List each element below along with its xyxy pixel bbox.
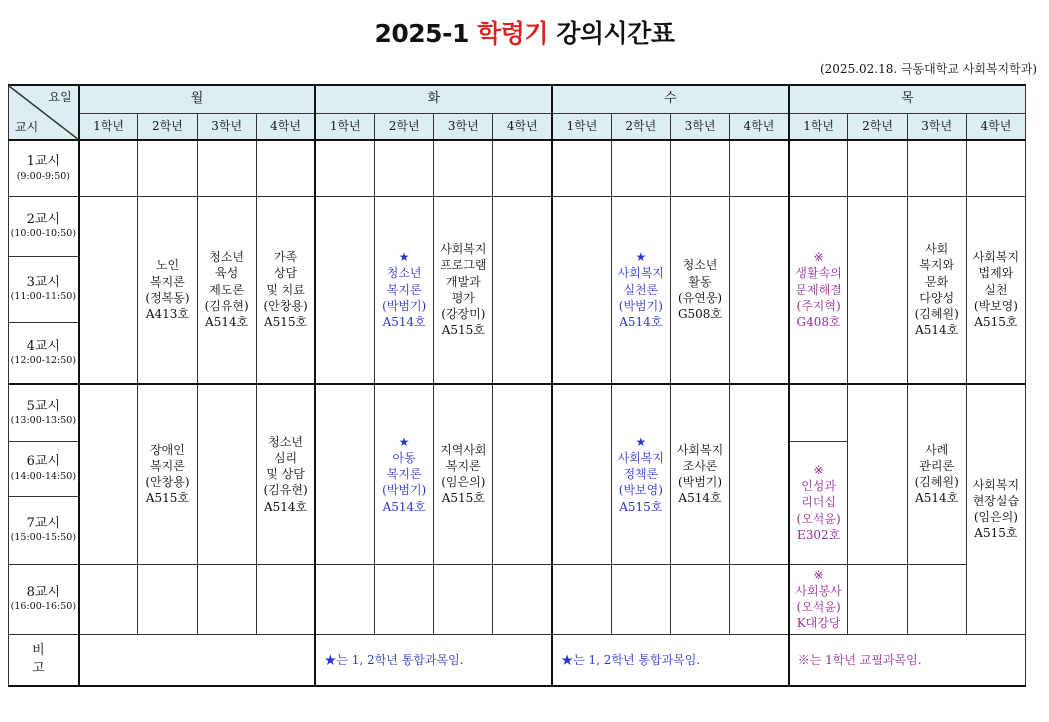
corner-period-label: 교시 bbox=[15, 119, 39, 134]
course-cell bbox=[611, 384, 670, 564]
course-line: 및 치료 bbox=[266, 282, 305, 297]
course-cell bbox=[966, 196, 1025, 384]
title-prefix: 2025-1 bbox=[374, 19, 478, 48]
course-line: (김유현) bbox=[204, 298, 249, 313]
empty-slot bbox=[315, 564, 374, 634]
empty-slot bbox=[434, 564, 493, 634]
empty-slot bbox=[493, 384, 552, 564]
course-line: 프로그램 bbox=[440, 258, 487, 273]
course-line: 복지론 bbox=[445, 459, 481, 474]
course-line: 사례 bbox=[925, 442, 949, 457]
period-name: 5교시 bbox=[26, 398, 61, 414]
course-cell bbox=[966, 384, 1025, 634]
course-line: (박보영) bbox=[973, 298, 1018, 313]
empty-slot bbox=[79, 384, 138, 564]
course-line: 법제와 bbox=[978, 266, 1014, 281]
period-time: (15:00-15:50) bbox=[10, 532, 77, 544]
course-line: 실천론 bbox=[623, 282, 659, 297]
course-cell bbox=[434, 196, 493, 384]
course-line: 육성 bbox=[215, 266, 239, 281]
period-time: (16:00-16:50) bbox=[10, 601, 77, 613]
empty-slot bbox=[197, 140, 256, 196]
course-line: 문화 bbox=[925, 274, 949, 289]
course-line: 청소년 bbox=[386, 266, 422, 281]
empty-slot bbox=[552, 140, 611, 196]
empty-slot bbox=[197, 564, 256, 634]
grade-header: 4학년 bbox=[256, 113, 315, 140]
course-line: A413호 bbox=[145, 306, 190, 321]
course-line: (오석윤) bbox=[796, 511, 841, 526]
empty-slot bbox=[670, 140, 729, 196]
empty-slot bbox=[730, 196, 789, 384]
period-time: (14:00-14:50) bbox=[10, 470, 77, 482]
course-line: 활동 bbox=[688, 274, 712, 289]
empty-slot bbox=[552, 384, 611, 564]
course-line: (강장미) bbox=[441, 306, 486, 321]
course-line: 사회복지 bbox=[617, 450, 665, 465]
course-line: (박범기) bbox=[677, 475, 723, 490]
course-cell bbox=[256, 384, 315, 564]
empty-slot bbox=[493, 564, 552, 634]
course-line: A515호 bbox=[619, 499, 663, 514]
course-line: (김혜원) bbox=[914, 475, 959, 490]
course-line: 복지론 bbox=[386, 467, 422, 482]
course-line: 청소년 bbox=[682, 258, 718, 273]
course-cell bbox=[907, 384, 966, 564]
period-time: (10:00-10:50) bbox=[10, 228, 77, 240]
course-line: 개발과 bbox=[445, 274, 481, 289]
empty-slot bbox=[79, 140, 138, 196]
course-line: 노인 bbox=[155, 258, 180, 273]
corner-header bbox=[9, 85, 79, 140]
course-line: ※ bbox=[813, 567, 824, 582]
course-line: 문제해결 bbox=[795, 282, 842, 297]
note-wed: ★는 1, 2학년 통합과목임. bbox=[552, 634, 789, 686]
course-line: 복지론 bbox=[386, 282, 422, 297]
course-line: (박보영) bbox=[618, 483, 663, 498]
note-tue: ★는 1, 2학년 통합과목임. bbox=[315, 634, 552, 686]
course-cell bbox=[670, 384, 729, 564]
course-line: A514호 bbox=[915, 323, 959, 338]
title-suffix: 강의시간표 bbox=[548, 19, 675, 48]
course-line: 사회복지 bbox=[617, 266, 665, 281]
grade-header: 2학년 bbox=[611, 113, 670, 140]
course-line: (박범기) bbox=[382, 483, 427, 498]
course-line: A514호 bbox=[382, 315, 426, 330]
period-cell bbox=[9, 322, 79, 384]
period-name: 1교시 bbox=[26, 154, 61, 170]
course-line: 사회 bbox=[925, 242, 949, 257]
course-line: 심리 bbox=[273, 450, 298, 465]
grade-header: 2학년 bbox=[138, 113, 197, 140]
grade-header: 4학년 bbox=[966, 113, 1025, 140]
course-line: A515호 bbox=[441, 323, 485, 338]
course-line: (안창용) bbox=[145, 475, 190, 490]
grade-header: 4학년 bbox=[493, 113, 552, 140]
course-line: 사회봉사 bbox=[795, 583, 842, 598]
empty-slot bbox=[315, 140, 374, 196]
empty-slot bbox=[848, 564, 907, 634]
period-name: 3교시 bbox=[26, 274, 61, 290]
course-line: 아동 bbox=[392, 450, 416, 465]
course-line: ※ bbox=[813, 463, 824, 478]
grade-header: 1학년 bbox=[552, 113, 611, 140]
course-line: 다양성 bbox=[919, 290, 955, 305]
course-line: A514호 bbox=[263, 499, 308, 514]
course-cell bbox=[907, 196, 966, 384]
course-line: A515호 bbox=[441, 491, 485, 506]
course-cell bbox=[789, 564, 848, 634]
course-cell bbox=[789, 196, 848, 384]
empty-slot bbox=[434, 140, 493, 196]
grade-header: 3학년 bbox=[670, 113, 729, 140]
course-line: 장애인 bbox=[150, 442, 185, 457]
course-cell bbox=[138, 196, 197, 384]
title-highlight: 학령기 bbox=[477, 19, 549, 48]
grade-header: 1학년 bbox=[789, 113, 848, 140]
empty-slot bbox=[79, 564, 138, 634]
course-line: E302호 bbox=[796, 527, 841, 542]
empty-slot bbox=[138, 564, 197, 634]
period-cell bbox=[9, 256, 79, 322]
period-cell bbox=[9, 196, 79, 256]
course-line: (정복동) bbox=[145, 290, 190, 305]
corner-day-label: 요일 bbox=[48, 90, 72, 104]
course-line: 리더십 bbox=[801, 495, 836, 510]
period-cell bbox=[9, 140, 79, 196]
course-line: 청소년 bbox=[209, 250, 245, 265]
course-line: 사회복지 bbox=[440, 242, 487, 257]
grade-header: 3학년 bbox=[434, 113, 493, 140]
subtitle: (2025.02.18. 극동대학교 사회복지학과) bbox=[819, 62, 1037, 76]
course-cell bbox=[197, 196, 256, 384]
empty-slot bbox=[907, 140, 966, 196]
course-cell bbox=[375, 384, 434, 564]
course-line: (오석윤) bbox=[796, 600, 841, 614]
course-cell bbox=[611, 196, 670, 384]
course-line: A515호 bbox=[974, 315, 1018, 330]
course-cell bbox=[138, 384, 197, 564]
course-line: (김유현) bbox=[263, 483, 308, 498]
course-line: (임은의) bbox=[441, 475, 486, 490]
course-line: (유연웅) bbox=[677, 290, 723, 305]
empty-slot bbox=[315, 196, 374, 384]
empty-slot bbox=[375, 140, 434, 196]
empty-slot bbox=[789, 384, 848, 441]
course-line: 조사론 bbox=[682, 459, 718, 474]
empty-slot bbox=[848, 196, 907, 384]
course-line: 복지론 bbox=[150, 274, 185, 289]
period-name: 4교시 bbox=[26, 338, 61, 354]
empty-slot bbox=[848, 384, 907, 564]
course-line: 지역사회 bbox=[440, 442, 487, 457]
course-line: (안창용) bbox=[263, 298, 308, 313]
course-line: 복지와 bbox=[919, 258, 955, 273]
empty-slot bbox=[256, 140, 315, 196]
period-cell bbox=[9, 384, 79, 441]
course-line: A515호 bbox=[974, 526, 1018, 541]
course-line: A514호 bbox=[205, 315, 249, 330]
course-line: 평가 bbox=[451, 290, 475, 305]
course-line: A515호 bbox=[263, 315, 308, 330]
course-line: 사회복지 bbox=[676, 442, 724, 457]
empty-slot bbox=[315, 384, 374, 564]
empty-slot bbox=[552, 564, 611, 634]
course-line: (주지혁) bbox=[796, 298, 841, 313]
empty-slot bbox=[670, 564, 729, 634]
day-header-thu: 목 bbox=[789, 85, 1026, 113]
course-line: 관리론 bbox=[919, 459, 955, 474]
grade-header: 2학년 bbox=[375, 113, 434, 140]
empty-slot bbox=[493, 196, 552, 384]
notes-label: 비고 bbox=[9, 634, 79, 686]
course-line: A514호 bbox=[619, 315, 663, 330]
day-header-mon: 월 bbox=[79, 85, 316, 113]
course-line: 현장실습 bbox=[972, 494, 1020, 509]
day-header-tue: 화 bbox=[315, 85, 552, 113]
period-time: (12:00-12:50) bbox=[10, 355, 77, 367]
course-line: (박범기) bbox=[618, 298, 663, 313]
course-line: (박범기) bbox=[382, 298, 427, 313]
course-line: (김혜원) bbox=[914, 306, 959, 321]
empty-slot bbox=[730, 564, 789, 634]
empty-slot bbox=[730, 384, 789, 564]
course-line: K대강당 bbox=[796, 616, 841, 631]
course-line: 사회복지 bbox=[972, 477, 1020, 492]
empty-slot bbox=[966, 140, 1025, 196]
course-line: 복지론 bbox=[150, 459, 185, 474]
course-cell bbox=[789, 441, 848, 564]
course-line: 가족 bbox=[273, 250, 298, 265]
grade-header: 1학년 bbox=[315, 113, 374, 140]
period-time: (9:00-9:50) bbox=[16, 170, 70, 182]
course-line: 사회복지 bbox=[972, 250, 1020, 265]
grade-header: 2학년 bbox=[848, 113, 907, 140]
period-cell bbox=[9, 441, 79, 496]
page-title bbox=[0, 14, 1049, 50]
course-line: 청소년 bbox=[268, 434, 303, 449]
course-cell bbox=[256, 196, 315, 384]
empty-slot bbox=[79, 196, 138, 384]
course-line: 정책론 bbox=[623, 467, 659, 482]
course-line: ★ bbox=[398, 250, 410, 265]
empty-slot bbox=[611, 564, 670, 634]
empty-slot bbox=[848, 140, 907, 196]
empty-slot bbox=[493, 140, 552, 196]
empty-slot bbox=[138, 140, 197, 196]
empty-slot bbox=[256, 564, 315, 634]
empty-slot bbox=[907, 564, 966, 634]
empty-slot bbox=[789, 140, 848, 196]
timetable bbox=[8, 84, 1026, 687]
empty-slot bbox=[197, 384, 256, 564]
period-cell bbox=[9, 496, 79, 564]
empty-slot bbox=[730, 140, 789, 196]
course-line: ★ bbox=[635, 434, 647, 449]
course-line: 인성과 bbox=[801, 479, 836, 494]
period-name: 6교시 bbox=[26, 454, 61, 470]
course-cell bbox=[670, 196, 729, 384]
empty-slot bbox=[79, 634, 316, 686]
course-line: A514호 bbox=[382, 499, 426, 514]
period-time: (11:00-11:50) bbox=[10, 291, 77, 303]
grade-header: 3학년 bbox=[907, 113, 966, 140]
course-line: ★ bbox=[398, 434, 410, 449]
course-line: 실천 bbox=[984, 282, 1008, 297]
course-line: ★ bbox=[635, 250, 647, 265]
course-line: (임은의) bbox=[973, 510, 1018, 525]
grade-header: 4학년 bbox=[730, 113, 789, 140]
period-time: (13:00-13:50) bbox=[10, 415, 77, 427]
course-line: A514호 bbox=[678, 491, 722, 506]
course-cell bbox=[434, 384, 493, 564]
day-header-wed: 수 bbox=[552, 85, 789, 113]
course-line: A514호 bbox=[915, 491, 959, 506]
period-name: 8교시 bbox=[26, 584, 61, 600]
note-thu: ※는 1학년 교필과목임. bbox=[789, 634, 1026, 686]
period-name: 2교시 bbox=[26, 211, 61, 227]
course-line: 및 상담 bbox=[266, 467, 305, 482]
course-line: G508호 bbox=[677, 306, 723, 321]
empty-slot bbox=[611, 140, 670, 196]
course-line: G408호 bbox=[796, 315, 841, 330]
course-cell bbox=[375, 196, 434, 384]
period-name: 7교시 bbox=[26, 515, 61, 531]
course-line: A515호 bbox=[145, 491, 190, 506]
grade-header: 1학년 bbox=[79, 113, 138, 140]
course-line: 제도론 bbox=[209, 282, 245, 297]
empty-slot bbox=[552, 196, 611, 384]
course-line: 생활속의 bbox=[795, 266, 842, 281]
course-line: ※ bbox=[813, 250, 824, 265]
course-line: 상담 bbox=[273, 266, 298, 281]
period-cell bbox=[9, 564, 79, 634]
empty-slot bbox=[375, 564, 434, 634]
grade-header: 3학년 bbox=[197, 113, 256, 140]
